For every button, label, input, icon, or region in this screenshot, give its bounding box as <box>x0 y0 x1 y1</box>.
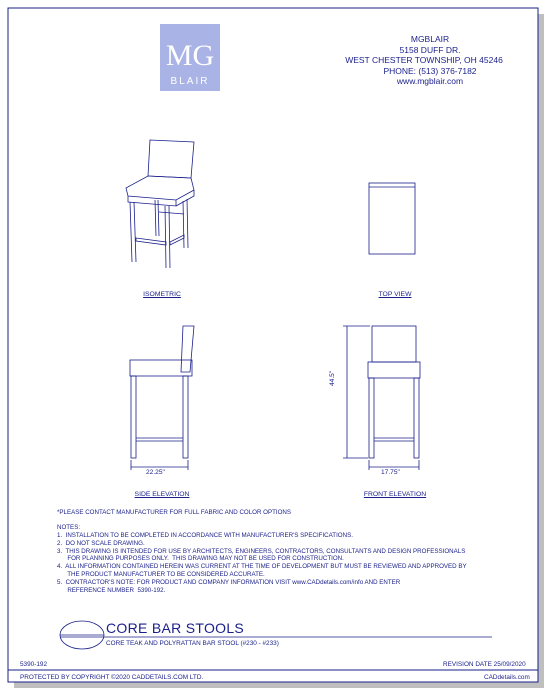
logo-sub-text: BLAIR <box>170 76 210 87</box>
logo-main-text: MG <box>165 39 215 72</box>
notes-list <box>57 532 467 594</box>
front-elevation-label: FRONT ELEVATION <box>363 491 427 498</box>
company-website[interactable]: www.mgblair.com <box>396 76 464 86</box>
company-info <box>345 34 510 87</box>
note-line: FOR PLANNING PURPOSES ONLY. THIS DRAWING MAY NOT BE USED FOR CONSTRUCTION. <box>57 555 344 563</box>
side-elevation-label: SIDE ELEVATION <box>134 491 190 498</box>
front-width-dimension: 17.75" <box>381 469 400 476</box>
caddetails-link[interactable]: CADdetails.com <box>484 674 530 681</box>
revision-date: REVISION DATE 25/09/2020 <box>443 661 526 668</box>
contact-note: *PLEASE CONTACT MANUFACTURER FOR FULL FABRIC AND COLOR OPTIONS <box>57 509 292 516</box>
note-line: REFERENCE NUMBER 5390-192. <box>57 586 166 594</box>
side-width-dimension: 22.25" <box>146 469 165 476</box>
height-dimension: 44.5" <box>329 370 336 386</box>
drawing-title: CORE BAR STOOLS <box>106 620 245 636</box>
isometric-label: ISOMETRIC <box>143 291 181 298</box>
note-line: 4. ALL INFORMATION CONTAINED HEREIN WAS CURRENT AT THE TIME OF DEVELOPMENT BUT MUST BE REVIEWED AND APPROVED BY <box>57 563 467 571</box>
company-address1: 5158 DUFF DR. <box>399 44 461 55</box>
reference-number: 5390-192 <box>20 661 48 668</box>
company-address2: WEST CHESTER TOWNSHIP, OH 45246 <box>345 55 503 65</box>
company-phone: PHONE: (513) 376-7182 <box>383 65 477 76</box>
top-view-label: TOP VIEW <box>378 291 412 298</box>
notes-header: NOTES: <box>57 524 81 531</box>
copyright-text: PROTECTED BY COPYRIGHT ©2020 CADDETAILS.COM LTD. <box>20 674 204 681</box>
note-line: 5. CONTRACTOR'S NOTE: FOR PRODUCT AND COMPANY INFORMATION VISIT www.CADdetails.com/info AND ENTER <box>57 578 401 586</box>
company-name: MGBLAIR <box>410 34 450 44</box>
note-line: 3. THIS DRAWING IS INTENDED FOR USE BY ARCHITECTS, ENGINEERS, CONTRACTORS, CONSULTANTS AND DESIGN PROFESSIONALS <box>57 547 466 555</box>
note-line: THE PRODUCT MANUFACTURER TO BE CONSIDERED ACCURATE. <box>57 570 265 578</box>
note-line: 1. INSTALLATION TO BE COMPLETED IN ACCORDANCE WITH MANUFACTURER'S SPECIFICATIONS. <box>57 532 353 539</box>
note-line: 2. DO NOT SCALE DRAWING. <box>57 539 145 547</box>
drawing-subtitle: CORE TEAK AND POLYRATTAN BAR STOOL (#230 - #233) <box>106 640 279 647</box>
